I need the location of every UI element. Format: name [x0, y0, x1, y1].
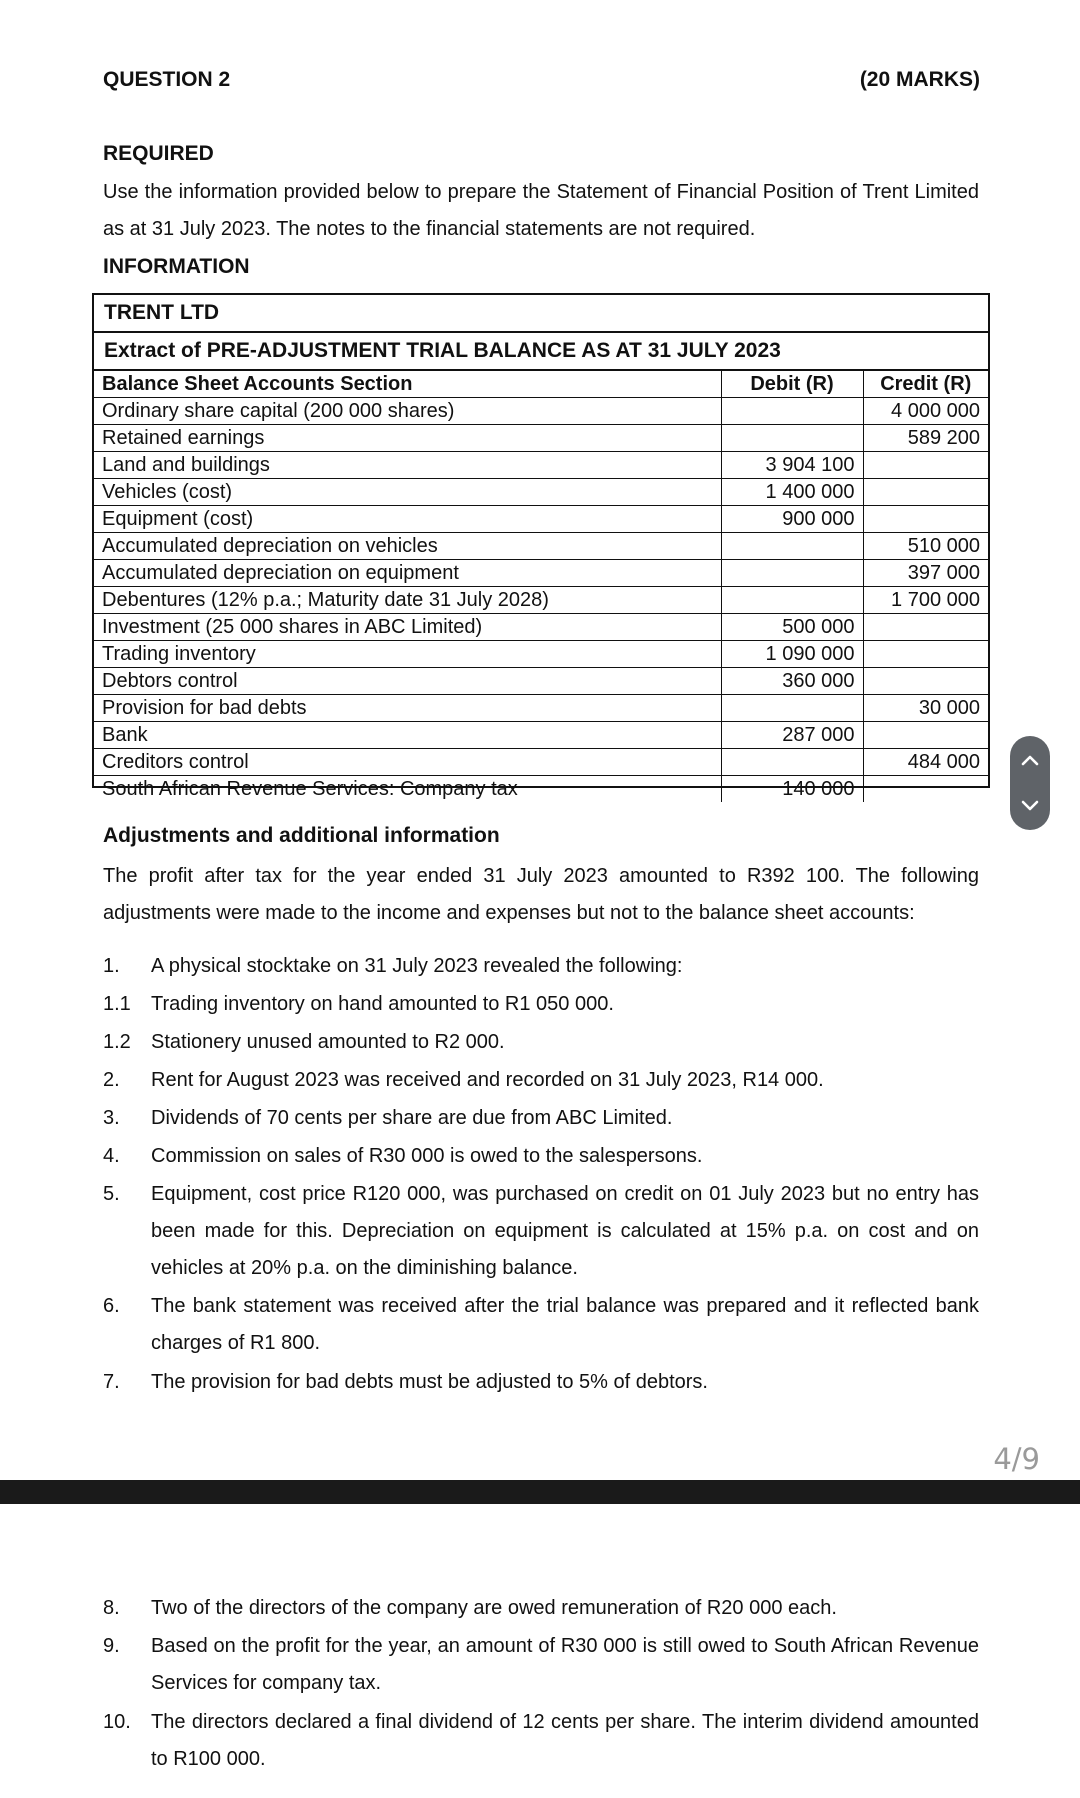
- account-cell: Ordinary share capital (200 000 shares): [94, 398, 721, 425]
- account-cell: Provision for bad debts: [94, 695, 721, 722]
- column-header-debit: Debit (R): [721, 371, 863, 398]
- table-row: [94, 506, 988, 533]
- adjustment-text: Two of the directors of the company are owed remuneration of R20 000 each.: [151, 1597, 837, 1619]
- credit-cell: [863, 641, 988, 668]
- adjustment-number: 9.: [103, 1635, 120, 1657]
- adjustment-text: The provision for bad debts must be adjusted to 5% of debtors.: [151, 1371, 708, 1393]
- table-row: [94, 398, 988, 425]
- account-cell: Accumulated depreciation on vehicles: [94, 533, 721, 560]
- adjustment-number: 10.: [103, 1711, 131, 1733]
- adjustment-item: [103, 1590, 979, 1627]
- adjustment-text: Rent for August 2023 was received and recorded on 31 July 2023, R14 000.: [151, 1069, 824, 1091]
- credit-cell: 589 200: [863, 425, 988, 452]
- debit-cell: 3 904 100: [721, 452, 863, 479]
- adjustment-item: [103, 986, 979, 1023]
- debit-cell: [721, 398, 863, 425]
- information-heading: INFORMATION: [103, 255, 250, 278]
- adjustment-item: [103, 948, 979, 985]
- adjustment-text: Dividends of 70 cents per share are due from ABC Limited.: [151, 1107, 673, 1129]
- adjustment-number: 1.2: [103, 1031, 131, 1053]
- credit-cell: 397 000: [863, 560, 988, 587]
- debit-cell: 1 400 000: [721, 479, 863, 506]
- page-indicator: 4/9: [993, 1442, 1040, 1476]
- table-row: [94, 533, 988, 560]
- adjustment-text: The directors declared a final dividend of 12 cents per share. The interim dividend amounted to R100 000.: [151, 1711, 979, 1770]
- credit-cell: [863, 668, 988, 695]
- adjustment-item: [103, 1138, 979, 1175]
- trial-balance-title: Extract of PRE-ADJUSTMENT TRIAL BALANCE AS AT 31 JULY 2023: [104, 339, 781, 362]
- account-cell: South African Revenue Services: Company tax: [94, 776, 721, 803]
- table-row: [94, 641, 988, 668]
- adjustments-heading: Adjustments and additional information: [103, 824, 500, 847]
- adjustment-item: [103, 1062, 979, 1099]
- account-cell: Accumulated depreciation on equipment: [94, 560, 721, 587]
- table-row: [94, 452, 988, 479]
- account-cell: Trading inventory: [94, 641, 721, 668]
- credit-cell: 1 700 000: [863, 587, 988, 614]
- adjustment-number: 1.1: [103, 993, 131, 1015]
- account-cell: Equipment (cost): [94, 506, 721, 533]
- page-separator: [0, 1480, 1080, 1504]
- column-header-credit: Credit (R): [863, 371, 988, 398]
- table-row: [94, 722, 988, 749]
- chevron-up-icon[interactable]: [1010, 740, 1050, 780]
- trial-balance-company: TRENT LTD: [104, 301, 220, 324]
- trial-balance-company-row: [94, 295, 988, 333]
- credit-cell: [863, 452, 988, 479]
- table-row: [94, 695, 988, 722]
- adjustment-number: 1.: [103, 955, 120, 977]
- chevron-down-icon[interactable]: [1010, 786, 1050, 826]
- trial-balance-header-row: [94, 371, 988, 398]
- credit-cell: [863, 722, 988, 749]
- debit-cell: [721, 425, 863, 452]
- table-row: [94, 614, 988, 641]
- trial-balance-table: [92, 293, 990, 800]
- credit-cell: 30 000: [863, 695, 988, 722]
- trial-balance-grid: [94, 371, 988, 802]
- adjustment-number: 7.: [103, 1371, 120, 1393]
- debit-cell: [721, 695, 863, 722]
- adjustment-number: 8.: [103, 1597, 120, 1619]
- required-heading: REQUIRED: [103, 142, 214, 165]
- debit-cell: [721, 587, 863, 614]
- adjustment-number: 3.: [103, 1107, 120, 1129]
- debit-cell: 140 000: [721, 776, 863, 803]
- adjustment-text: The bank statement was received after the trial balance was prepared and it reflected bank charges of R1 800.: [151, 1295, 979, 1354]
- table-row: [94, 776, 988, 803]
- debit-cell: [721, 749, 863, 776]
- debit-cell: 360 000: [721, 668, 863, 695]
- debit-cell: 1 090 000: [721, 641, 863, 668]
- adjustment-number: 4.: [103, 1145, 120, 1167]
- adjustment-number: 5.: [103, 1183, 120, 1205]
- credit-cell: [863, 479, 988, 506]
- adjustment-number: 2.: [103, 1069, 120, 1091]
- credit-cell: [863, 776, 988, 803]
- debit-cell: 287 000: [721, 722, 863, 749]
- adjustments-intro: The profit after tax for the year ended 31 July 2023 amounted to R392 100. The following adjustments were made to the income and expenses but not to the balance sheet accounts:: [103, 865, 979, 924]
- table-row: [94, 749, 988, 776]
- adjustment-text: Equipment, cost price R120 000, was purchased on credit on 01 July 2023 but no entry has been made for this. Depreciation on equipment is calculated at 15% p.a. on cost and on vehicles at 20% p.a. on the diminishing balance.: [151, 1183, 979, 1279]
- account-cell: Investment (25 000 shares in ABC Limited): [94, 614, 721, 641]
- account-cell: Debentures (12% p.a.; Maturity date 31 July 2028): [94, 587, 721, 614]
- adjustment-item: [103, 1176, 979, 1287]
- table-row: [94, 425, 988, 452]
- debit-cell: [721, 533, 863, 560]
- account-cell: Creditors control: [94, 749, 721, 776]
- account-cell: Vehicles (cost): [94, 479, 721, 506]
- credit-cell: [863, 506, 988, 533]
- adjustment-text: Based on the profit for the year, an amount of R30 000 is still owed to South African Revenue Services for company tax.: [151, 1635, 979, 1694]
- table-row: [94, 668, 988, 695]
- credit-cell: 510 000: [863, 533, 988, 560]
- table-row: [94, 479, 988, 506]
- question-marks: (20 MARKS): [859, 68, 980, 91]
- account-cell: Debtors control: [94, 668, 721, 695]
- question-number: QUESTION 2: [103, 68, 231, 91]
- adjustment-item: [103, 1364, 979, 1401]
- debit-cell: 500 000: [721, 614, 863, 641]
- account-cell: Retained earnings: [94, 425, 721, 452]
- adjustment-item: [103, 1024, 979, 1061]
- table-row: [94, 587, 988, 614]
- adjustment-item: [103, 1100, 979, 1137]
- account-cell: Bank: [94, 722, 721, 749]
- trial-balance-title-row: [94, 333, 988, 371]
- table-row: [94, 560, 988, 587]
- adjustment-text: A physical stocktake on 31 July 2023 revealed the following:: [151, 955, 683, 977]
- adjustment-item: [103, 1288, 979, 1362]
- credit-cell: 4 000 000: [863, 398, 988, 425]
- adjustment-number: 6.: [103, 1295, 120, 1317]
- page-nav-control: [1010, 736, 1050, 830]
- column-header-account: Balance Sheet Accounts Section: [94, 371, 721, 398]
- debit-cell: 900 000: [721, 506, 863, 533]
- account-cell: Land and buildings: [94, 452, 721, 479]
- adjustment-text: Trading inventory on hand amounted to R1 050 000.: [151, 993, 614, 1015]
- required-body: Use the information provided below to prepare the Statement of Financial Position of Trent Limited as at 31 July 2023. The notes to the financial statements are not required.: [103, 181, 979, 240]
- adjustment-text: Stationery unused amounted to R2 000.: [151, 1031, 505, 1053]
- adjustment-text: Commission on sales of R30 000 is owed to the salespersons.: [151, 1145, 703, 1167]
- credit-cell: 484 000: [863, 749, 988, 776]
- adjustment-item: [103, 1628, 979, 1702]
- adjustment-item: [103, 1704, 979, 1778]
- credit-cell: [863, 614, 988, 641]
- debit-cell: [721, 560, 863, 587]
